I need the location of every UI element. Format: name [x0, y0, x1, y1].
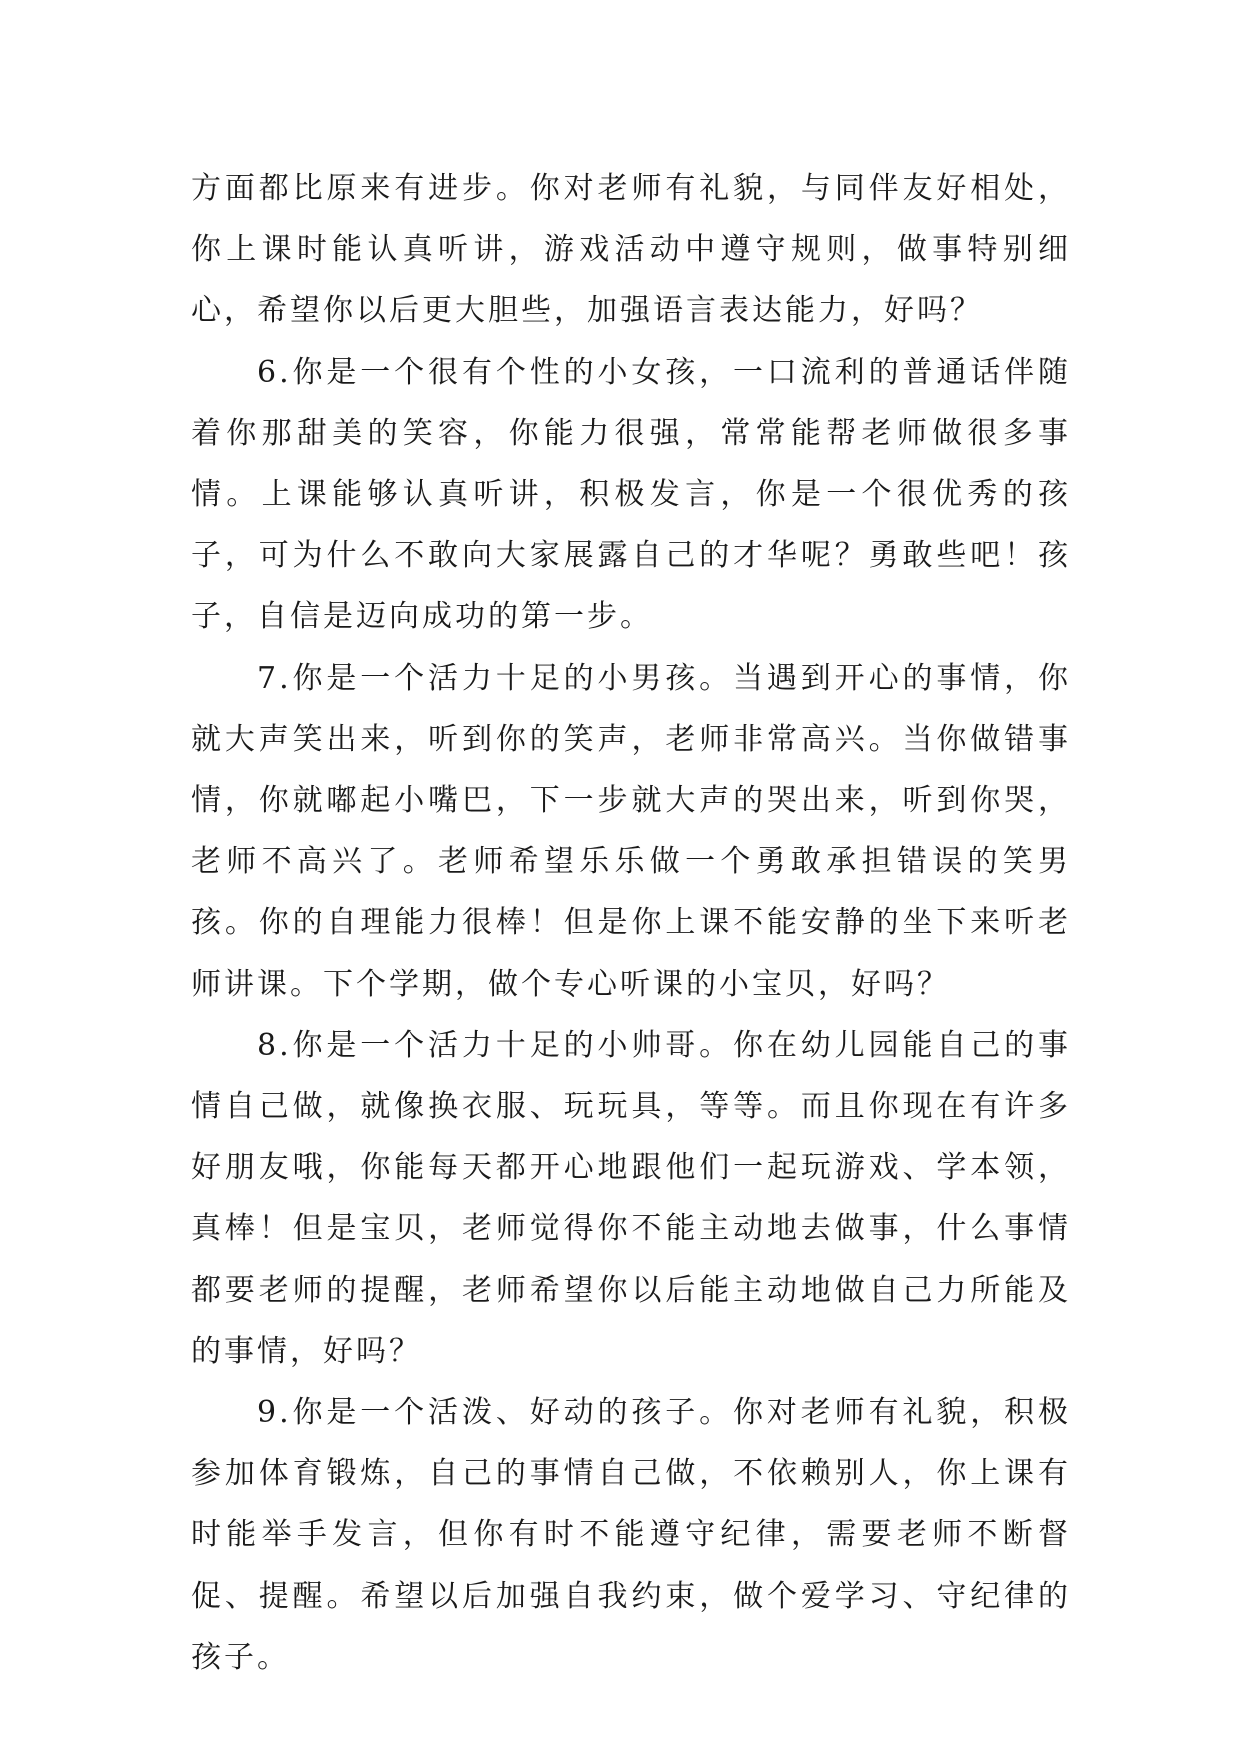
- paragraph-item-7: 7.你是一个活力十足的小男孩。当遇到开心的事情，你就大声笑出来，听到你的笑声，老师非常高兴。当你做错事情，你就嘟起小嘴巴，下一步就大声的哭出来，听到你哭，老师不高兴了。老师希望乐乐做一个勇敢承担错误的笑男孩。你的自理能力很棒！但是你上课不能安静的坐下来听老师讲课。下个学期，做个专心听课的小宝贝，好吗？: [191, 660, 1071, 1002]
- paragraph-item-6: 6.你是一个很有个性的小女孩，一口流利的普通话伴随着你那甜美的笑容，你能力很强，常常能帮老师做很多事情。上课能够认真听讲，积极发言，你是一个很优秀的孩子，可为什么不敢向大家展露自己的才华呢？勇敢些吧！孩子，自信是迈向成功的第一步。: [191, 354, 1071, 635]
- paragraph-continued: 方面都比原来有进步。你对老师有礼貌，与同伴友好相处，你上课时能认真听讲，游戏活动中遵守规则，做事特别细心，希望你以后更大胆些，加强语言表达能力，好吗？: [191, 171, 1071, 329]
- paragraph-item-8: 8.你是一个活力十足的小帅哥。你在幼儿园能自己的事情自己做，就像换衣服、玩玩具，等等。而且你现在有许多好朋友哦，你能每天都开心地跟他们一起玩游戏、学本领，真棒！但是宝贝，老师觉得你不能主动地去做事，什么事情都要老师的提醒，老师希望你以后能主动地做自己力所能及的事情，好吗？: [191, 1027, 1071, 1369]
- paragraph-item-9: 9.你是一个活泼、好动的孩子。你对老师有礼貌，积极参加体育锻炼，自己的事情自己做，不依赖别人，你上课有时能举手发言，但你有时不能遵守纪律，需要老师不断督促、提醒。希望以后加强自我约束，做个爱学习、守纪律的孩子。: [191, 1395, 1071, 1675]
- document-body: [191, 158, 1071, 1688]
